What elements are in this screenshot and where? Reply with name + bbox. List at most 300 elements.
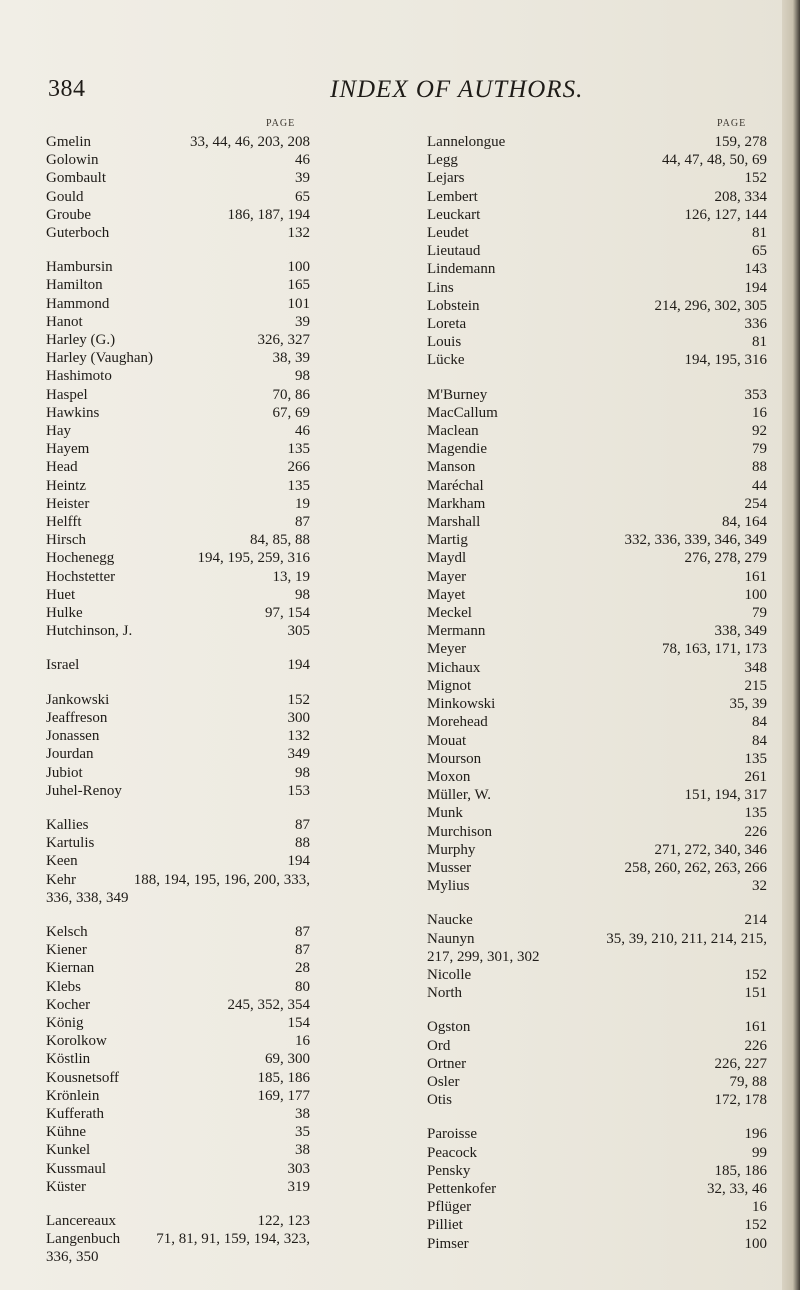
author-name: Hammond (46, 295, 110, 312)
entry-group-gap (46, 675, 346, 691)
index-entry (46, 224, 346, 242)
index-entry (427, 859, 767, 877)
author-name: Moxon (427, 768, 471, 785)
index-entry (46, 1032, 346, 1050)
running-title: INDEX OF AUTHORS. (330, 76, 584, 103)
index-entry (427, 768, 767, 786)
index-entry (427, 1216, 767, 1234)
index-entry (46, 276, 346, 294)
author-name: Pettenkofer (427, 1180, 497, 1197)
index-entry (46, 1141, 346, 1159)
index-entry (427, 1073, 767, 1091)
index-entry (427, 351, 767, 369)
author-name: Minkowski (427, 696, 496, 713)
page-references: 226, 227 (714, 1055, 767, 1072)
author-name: Kousnetsoff (46, 1069, 120, 1086)
index-entry (46, 1123, 346, 1141)
index-entry (46, 1212, 346, 1230)
author-name: Pilliet (427, 1217, 463, 1234)
page-references: 214 (744, 912, 767, 929)
index-entry (46, 1230, 346, 1248)
page-references: 88 (295, 835, 310, 852)
author-name: Mayer (427, 568, 467, 585)
page-references: 13, 19 (272, 568, 310, 585)
author-name: Kiernan (46, 960, 95, 977)
author-name: Nicolle (427, 966, 472, 983)
author-name: Kühne (46, 1124, 86, 1141)
page-edge-shadow (782, 0, 800, 1290)
index-entry (427, 586, 767, 604)
author-name: Otis (427, 1092, 453, 1109)
author-name: Kunkel (46, 1142, 91, 1159)
index-entry (427, 549, 767, 567)
author-name: Mermann (427, 623, 486, 640)
page-references: 172, 178 (714, 1092, 767, 1109)
author-name: Jubiot (46, 764, 83, 781)
author-name: Krönlein (46, 1087, 100, 1104)
author-name: Mayet (427, 586, 466, 603)
page-references: 69, 300 (265, 1051, 310, 1068)
author-name: Magendie (427, 441, 487, 458)
index-entry (427, 297, 767, 315)
author-name: Hayem (46, 441, 90, 458)
index-entry (427, 930, 767, 948)
page-references: 88 (752, 459, 767, 476)
page-references: 276, 278, 279 (684, 550, 767, 567)
page-references: 214, 296, 302, 305 (654, 297, 767, 314)
page-references: 87 (295, 816, 310, 833)
page-references: 349 (287, 746, 310, 763)
page-references: 135 (744, 805, 767, 822)
index-entry (46, 852, 346, 870)
page-references: 154 (287, 1014, 310, 1031)
entry-group-gap (46, 640, 346, 656)
author-name: Juhel-Renoy (46, 782, 122, 799)
page-references: 87 (295, 923, 310, 940)
author-name: Keen (46, 853, 78, 870)
page-references-continued: 217, 299, 301, 302 (427, 948, 540, 965)
index-entry (46, 313, 346, 331)
page-references: 44 (752, 477, 767, 494)
page-references: 87 (295, 942, 310, 959)
author-name: Maréchal (427, 477, 484, 494)
author-name: Pimser (427, 1235, 469, 1252)
index-entry (427, 1125, 767, 1143)
author-name: Peacock (427, 1144, 477, 1161)
author-name: Hambursin (46, 259, 113, 276)
page-references: 132 (287, 728, 310, 745)
index-entry (427, 911, 767, 929)
page-references: 266 (287, 459, 310, 476)
page-references: 152 (287, 691, 310, 708)
page-references: 44, 47, 48, 50, 69 (662, 152, 767, 169)
page-references: 186, 187, 194 (227, 206, 310, 223)
page-references: 126, 127, 144 (684, 206, 767, 223)
index-entry (46, 622, 346, 640)
page-references: 35 (295, 1124, 310, 1141)
author-name: Huet (46, 586, 76, 603)
index-entry (46, 513, 346, 531)
author-name: Müller, W. (427, 787, 491, 804)
author-name: Jonassen (46, 728, 100, 745)
index-entry (427, 823, 767, 841)
author-name: Köstlin (46, 1051, 91, 1068)
page-references: 165 (287, 277, 310, 294)
author-name: Marshall (427, 514, 481, 531)
page-references: 81 (752, 334, 767, 351)
author-name: Lins (427, 279, 454, 296)
index-entry (427, 1144, 767, 1162)
author-name: Kufferath (46, 1105, 105, 1122)
index-entry (427, 622, 767, 640)
page-references: 98 (295, 368, 310, 385)
page-references: 32, 33, 46 (707, 1180, 767, 1197)
index-entry (46, 978, 346, 996)
author-name: Mignot (427, 677, 472, 694)
index-entry (46, 1014, 346, 1032)
index-entry (46, 1050, 346, 1068)
index-entry (427, 786, 767, 804)
author-name: Mylius (427, 878, 470, 895)
index-entry (46, 941, 346, 959)
author-name: Golowin (46, 152, 99, 169)
author-name: Gombault (46, 170, 106, 187)
page-references: 152 (744, 170, 767, 187)
page-references: 80 (295, 978, 310, 995)
page-references: 97, 154 (265, 605, 310, 622)
page-references: 135 (287, 441, 310, 458)
index-entry (46, 458, 346, 476)
author-name: Hay (46, 423, 71, 440)
index-entry (46, 656, 346, 674)
index-entry (46, 206, 346, 224)
page-references: 305 (287, 623, 310, 640)
author-name: Hamilton (46, 277, 103, 294)
author-name: Paroisse (427, 1126, 477, 1143)
author-name: Murphy (427, 841, 476, 858)
author-name: Küster (46, 1178, 86, 1195)
page-references: 336 (744, 316, 767, 333)
index-entries-left (46, 133, 346, 1267)
entry-group-gap (427, 895, 767, 911)
page-references: 84 (752, 714, 767, 731)
index-entry (427, 440, 767, 458)
index-entry (427, 477, 767, 495)
index-entry (427, 224, 767, 242)
author-name: Martig (427, 532, 468, 549)
page-references: 226 (744, 1037, 767, 1054)
author-name: Munk (427, 805, 463, 822)
page-references: 100 (744, 586, 767, 603)
entry-group-gap (427, 1109, 767, 1125)
index-entry (46, 295, 346, 313)
author-name: Kallies (46, 816, 89, 833)
index-entry (427, 1235, 767, 1253)
author-name: Hirsch (46, 532, 86, 549)
page-references: 169, 177 (257, 1087, 310, 1104)
index-entry (46, 440, 346, 458)
author-name: Manson (427, 459, 476, 476)
index-entry (46, 1105, 346, 1123)
author-name: Loreta (427, 316, 467, 333)
index-entry (427, 1162, 767, 1180)
author-name: MacCallum (427, 404, 498, 421)
author-name: Osler (427, 1073, 460, 1090)
index-entry (427, 315, 767, 333)
author-name: Hulke (46, 605, 83, 622)
page-references: 33, 44, 46, 203, 208 (190, 134, 310, 150)
author-name: Lindemann (427, 261, 496, 278)
author-name: Langenbuch (46, 1231, 121, 1248)
index-entry (46, 1160, 346, 1178)
page-references: 194 (287, 853, 310, 870)
page-references: 194 (744, 279, 767, 296)
page-references: 122, 123 (257, 1212, 310, 1229)
page-references: 67, 69 (272, 404, 310, 421)
page-references: 135 (744, 750, 767, 767)
author-name: Pensky (427, 1162, 471, 1179)
page-references: 196 (744, 1126, 767, 1143)
index-entry (427, 695, 767, 713)
index-entry (427, 984, 767, 1002)
author-name: Helfft (46, 514, 82, 531)
index-entry (46, 169, 346, 187)
index-entry (46, 331, 346, 349)
index-entry (427, 677, 767, 695)
index-entry (427, 966, 767, 984)
author-name: Ortner (427, 1055, 467, 1072)
page-references: 81 (752, 225, 767, 242)
page-references: 84, 164 (722, 514, 767, 531)
entry-group-gap (46, 907, 346, 923)
author-name: Lancereaux (46, 1212, 116, 1229)
index-entry (427, 260, 767, 278)
index-entry (46, 1069, 346, 1087)
author-name: Israel (46, 657, 80, 674)
page-references: 245, 352, 354 (227, 996, 310, 1013)
index-entry (46, 727, 346, 745)
index-entry (427, 604, 767, 622)
page-references: 79, 88 (729, 1073, 767, 1090)
page-references: 300 (287, 709, 310, 726)
index-entry (46, 151, 346, 169)
index-entry (427, 877, 767, 895)
index-entry (46, 258, 346, 276)
index-entry (46, 404, 346, 422)
index-entry (46, 709, 346, 727)
author-name: Murchison (427, 823, 492, 840)
page-references: 161 (744, 568, 767, 585)
index-entry (46, 745, 346, 763)
author-name: Harley (Vaughan) (46, 350, 154, 367)
page-references: 353 (744, 386, 767, 403)
index-entry (427, 640, 767, 658)
author-name: Ogston (427, 1019, 471, 1036)
entry-group-gap (427, 370, 767, 386)
index-entry (46, 495, 346, 513)
index-entry (427, 151, 767, 169)
author-name: Lücke (427, 352, 465, 369)
page-references: 215 (744, 677, 767, 694)
index-entry (46, 586, 346, 604)
page-references: 39 (295, 170, 310, 187)
index-entry (46, 477, 346, 495)
index-entry (427, 568, 767, 586)
author-name: Louis (427, 334, 462, 351)
page-references: 194, 195, 259, 316 (197, 550, 310, 567)
author-name: Kussmaul (46, 1160, 106, 1177)
author-name: North (427, 985, 462, 1002)
page-references: 87 (295, 514, 310, 531)
index-entry (46, 386, 346, 404)
page-references: 79 (752, 605, 767, 622)
author-name: M'Burney (427, 386, 488, 403)
page-header (0, 76, 800, 106)
author-name: Leudet (427, 225, 469, 242)
author-name: Hawkins (46, 404, 100, 421)
index-entry (427, 206, 767, 224)
author-name: Harley (G.) (46, 332, 116, 349)
page-references: 98 (295, 586, 310, 603)
author-name: Markham (427, 495, 486, 512)
index-entry (46, 871, 346, 889)
index-entry (427, 404, 767, 422)
page-references: 151, 194, 317 (684, 787, 767, 804)
index-entry (427, 804, 767, 822)
page-references: 258, 260, 262, 263, 266 (624, 859, 767, 876)
author-name: Hutchinson, J. (46, 623, 133, 640)
page-references: 100 (744, 1235, 767, 1252)
page-references: 65 (295, 188, 310, 205)
index-entry (427, 531, 767, 549)
page-references: 84, 85, 88 (250, 532, 310, 549)
index-entry (46, 996, 346, 1014)
author-name: Mouat (427, 732, 467, 749)
index-entry (427, 188, 767, 206)
page-references: 19 (295, 495, 310, 512)
page-references: 100 (287, 259, 310, 276)
page-references: 92 (752, 423, 767, 440)
author-name: Meckel (427, 605, 472, 622)
author-name: Maclean (427, 423, 479, 440)
page-references: 188, 194, 195, 196, 200, 333, (133, 871, 310, 888)
author-name: Hanot (46, 313, 83, 330)
author-name: Lejars (427, 170, 465, 187)
author-name: Kiener (46, 942, 87, 959)
author-name: Morehead (427, 714, 488, 731)
index-entry (46, 349, 346, 367)
author-name: Lembert (427, 188, 478, 205)
index-entry (427, 1198, 767, 1216)
entry-group-gap (46, 1196, 346, 1212)
page-references: 326, 327 (257, 332, 310, 349)
page-references: 38 (295, 1142, 310, 1159)
index-entry (46, 568, 346, 586)
author-name: König (46, 1014, 84, 1031)
page-references-continued: 336, 338, 349 (46, 889, 129, 906)
index-entry (46, 923, 346, 941)
author-name: Legg (427, 152, 458, 169)
author-name: Lannelongue (427, 134, 506, 150)
page-references: 271, 272, 340, 346 (654, 841, 767, 858)
index-entry (46, 959, 346, 977)
page-references: 135 (287, 477, 310, 494)
page-references: 152 (744, 966, 767, 983)
page-references: 32 (752, 878, 767, 895)
page-references: 101 (287, 295, 310, 312)
author-name: Lieutaud (427, 243, 481, 260)
index-entry (427, 750, 767, 768)
author-name: Naucke (427, 912, 473, 929)
author-name: Gould (46, 188, 84, 205)
index-entry (427, 713, 767, 731)
index-entry (46, 188, 346, 206)
author-name: Naunyn (427, 930, 475, 947)
author-name: Leuckart (427, 206, 481, 223)
page-references-continued: 336, 350 (46, 1249, 99, 1266)
index-entry (46, 133, 346, 151)
index-entry (46, 834, 346, 852)
index-entries-right (427, 133, 767, 1253)
index-entry (46, 816, 346, 834)
author-name: Kehr (46, 871, 76, 888)
author-name: Lobstein (427, 297, 480, 314)
page-references: 35, 39, 210, 211, 214, 215, (606, 930, 767, 947)
index-entry (46, 422, 346, 440)
page-references: 194, 195, 316 (684, 352, 767, 369)
index-entry (427, 1180, 767, 1198)
entry-group-gap (46, 800, 346, 816)
index-entry (46, 782, 346, 800)
index-entry (46, 764, 346, 782)
author-name: Meyer (427, 641, 467, 658)
index-entry (427, 422, 767, 440)
page-references: 98 (295, 764, 310, 781)
index-entry (427, 386, 767, 404)
page-references: 78, 163, 171, 173 (662, 641, 767, 658)
page-references: 161 (744, 1019, 767, 1036)
page-references: 46 (295, 423, 310, 440)
page-references: 185, 186 (714, 1162, 767, 1179)
author-name: Hochenegg (46, 550, 115, 567)
page-references: 99 (752, 1144, 767, 1161)
author-name: Kartulis (46, 835, 95, 852)
author-name: Haspel (46, 386, 88, 403)
page-references: 38 (295, 1105, 310, 1122)
index-entry (427, 133, 767, 151)
author-name: Jourdan (46, 746, 94, 763)
index-entry (427, 732, 767, 750)
author-name: Groube (46, 206, 91, 223)
index-entry (427, 1018, 767, 1036)
page-references: 132 (287, 225, 310, 242)
page-references: 79 (752, 441, 767, 458)
page-references: 319 (287, 1178, 310, 1195)
index-entry (46, 367, 346, 385)
author-name: Heintz (46, 477, 86, 494)
author-name: Heister (46, 495, 90, 512)
author-name: Hochstetter (46, 568, 116, 585)
index-entry (46, 604, 346, 622)
page-references: 151 (744, 985, 767, 1002)
page-references: 303 (287, 1160, 310, 1177)
index-entry (46, 549, 346, 567)
index-entry (46, 691, 346, 709)
author-name: Mourson (427, 750, 482, 767)
author-name: Jankowski (46, 691, 110, 708)
index-entry (46, 1178, 346, 1196)
author-name: Jeaffreson (46, 709, 108, 726)
